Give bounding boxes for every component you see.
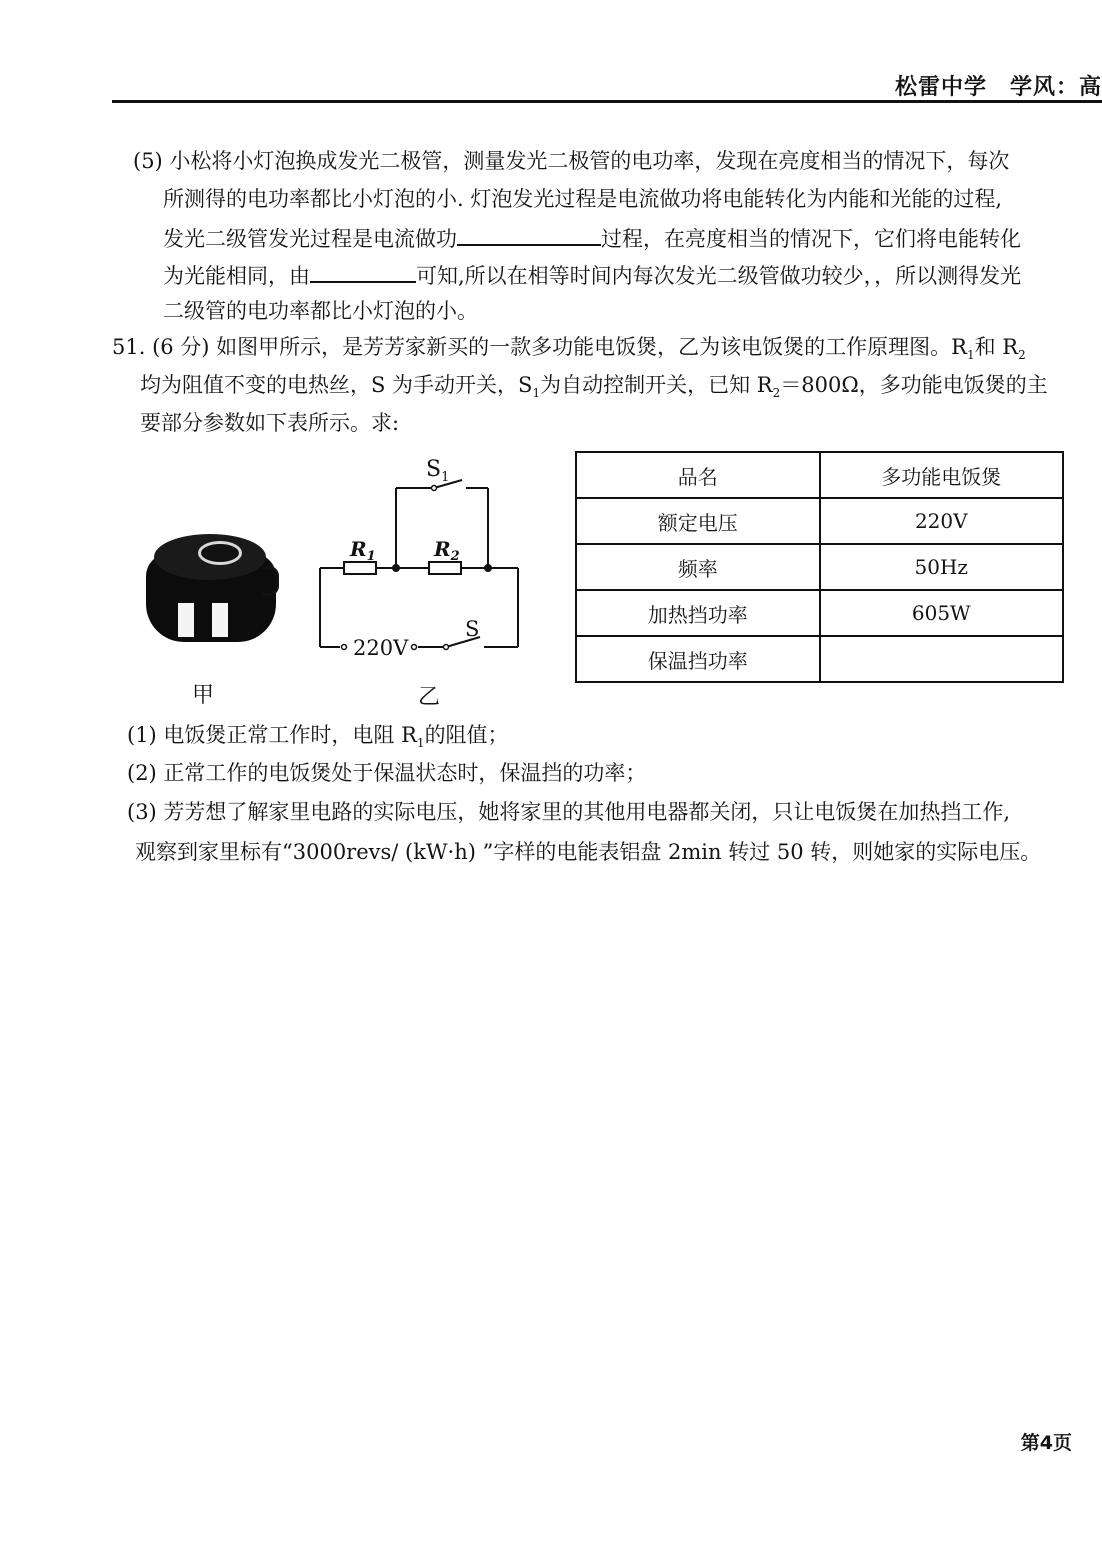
q5-line-4-start: 为光能相同，由 xyxy=(163,264,310,288)
table-row xyxy=(576,544,1063,590)
q51-line-2-text: 均为阻值不变的电热丝，S 为手动开关，S xyxy=(140,373,533,397)
q51-line-2 xyxy=(140,370,1048,400)
table-row xyxy=(576,636,1063,682)
answer-blank-2[interactable] xyxy=(310,259,416,283)
table-cell-value: 多功能电饭煲 xyxy=(820,452,1064,498)
q51-line-1-mid: 和 R xyxy=(974,335,1019,359)
q51-line-1 xyxy=(112,332,1026,362)
q51-line-2-mid: 为自动控制开关，已知 R xyxy=(540,373,773,397)
table-cell-value: 220V xyxy=(820,498,1064,544)
label-voltage: 220V xyxy=(353,636,409,660)
q51-sub-r2: 2 xyxy=(1018,348,1026,363)
question-1-text: (1) 电饭煲正常工作时，电阻 R xyxy=(127,723,417,747)
q5-line-3-start: 发光二级管发光过程是电流做功 xyxy=(163,227,457,251)
q5-line-5: 二级管的电功率都比小灯泡的小。 xyxy=(163,299,478,323)
q5-line-4-end: 可知,所以在相等时间内每次发光二级管做功较少，，所以测得发光 xyxy=(416,264,1022,288)
table-cell-label: 加热挡功率 xyxy=(576,590,820,636)
label-s1: $S_1$ xyxy=(426,457,450,485)
table-row xyxy=(576,452,1063,498)
q5-line-2: 所测得的电功率都比小灯泡的小. 灯泡发光过程是电流做功将电能转化为内能和光能的过程, xyxy=(163,187,1003,211)
header-rule xyxy=(112,100,1102,103)
question-1-sub: 1 xyxy=(416,736,425,751)
table-cell-value: 50Hz xyxy=(820,544,1064,590)
table-cell-label: 频率 xyxy=(576,544,820,590)
table-cell-value: 605W xyxy=(820,590,1064,636)
question-3-line-2: 观察到家里标有“3000revs/ (kW·h) ”字样的电能表铝盘 2min 转过 50 转，则她家的实际电压。 xyxy=(135,840,1042,864)
table-cell-label: 品名 xyxy=(576,452,820,498)
table-row xyxy=(576,590,1063,636)
circuit-diagram xyxy=(300,450,540,670)
q51-sub-s1: 1 xyxy=(532,386,541,401)
question-1-end: 的阻值； xyxy=(424,723,509,747)
table-row xyxy=(576,498,1063,544)
table-cell-label: 保温挡功率 xyxy=(576,636,820,682)
q51-line-2-end: ＝800Ω，多功能电饭煲的主 xyxy=(780,373,1048,397)
question-3-line-1: (3) 芳芳想了解家里电路的实际电压，她将家里的其他用电器都关闭，只让电饭煲在加热挡工作, xyxy=(127,800,1011,824)
page-number: 第4页 xyxy=(1020,1432,1072,1454)
q5-line-1: (5) 小松将小灯泡换成发光二极管，测量发光二极管的电功率，发现在亮度相当的情况下，每次 xyxy=(133,149,1010,173)
rice-cooker-window-right xyxy=(212,603,228,637)
rice-cooker-handle xyxy=(262,566,279,596)
answer-blank-1[interactable] xyxy=(457,222,601,246)
table-cell-value xyxy=(820,636,1064,682)
q5-line-3-end: 过程，在亮度相当的情况下，它们将电能转化 xyxy=(601,227,1021,251)
page-header: 松雷中学 学风：高 xyxy=(894,75,1102,100)
parameter-table xyxy=(575,451,1064,683)
rice-cooker-button xyxy=(198,541,242,565)
q51-sub-r1: 1 xyxy=(966,348,975,363)
q5-line-3 xyxy=(163,222,1021,254)
q5-line-4 xyxy=(163,259,1021,291)
q51-line-3: 要部分参数如下表所示。求: xyxy=(140,411,400,435)
figure-caption-a: 甲 xyxy=(192,683,215,708)
question-1 xyxy=(127,720,509,750)
rice-cooker-window-left xyxy=(178,603,194,637)
label-r1: $R_1$ xyxy=(350,537,376,564)
table-cell-label: 额定电压 xyxy=(576,498,820,544)
figure-caption-b: 乙 xyxy=(418,685,441,710)
question-2: (2) 正常工作的电饭煲处于保温状态时，保温挡的功率； xyxy=(127,761,647,785)
label-s: S xyxy=(465,617,480,641)
q51-sub-r2b: 2 xyxy=(772,386,781,401)
label-r2: $R_2$ xyxy=(434,537,460,564)
q51-line-1-text: 51. (6 分) 如图甲所示，是芳芳家新买的一款多功能电饭煲，乙为该电饭煲的工作原理图。R xyxy=(112,335,967,359)
